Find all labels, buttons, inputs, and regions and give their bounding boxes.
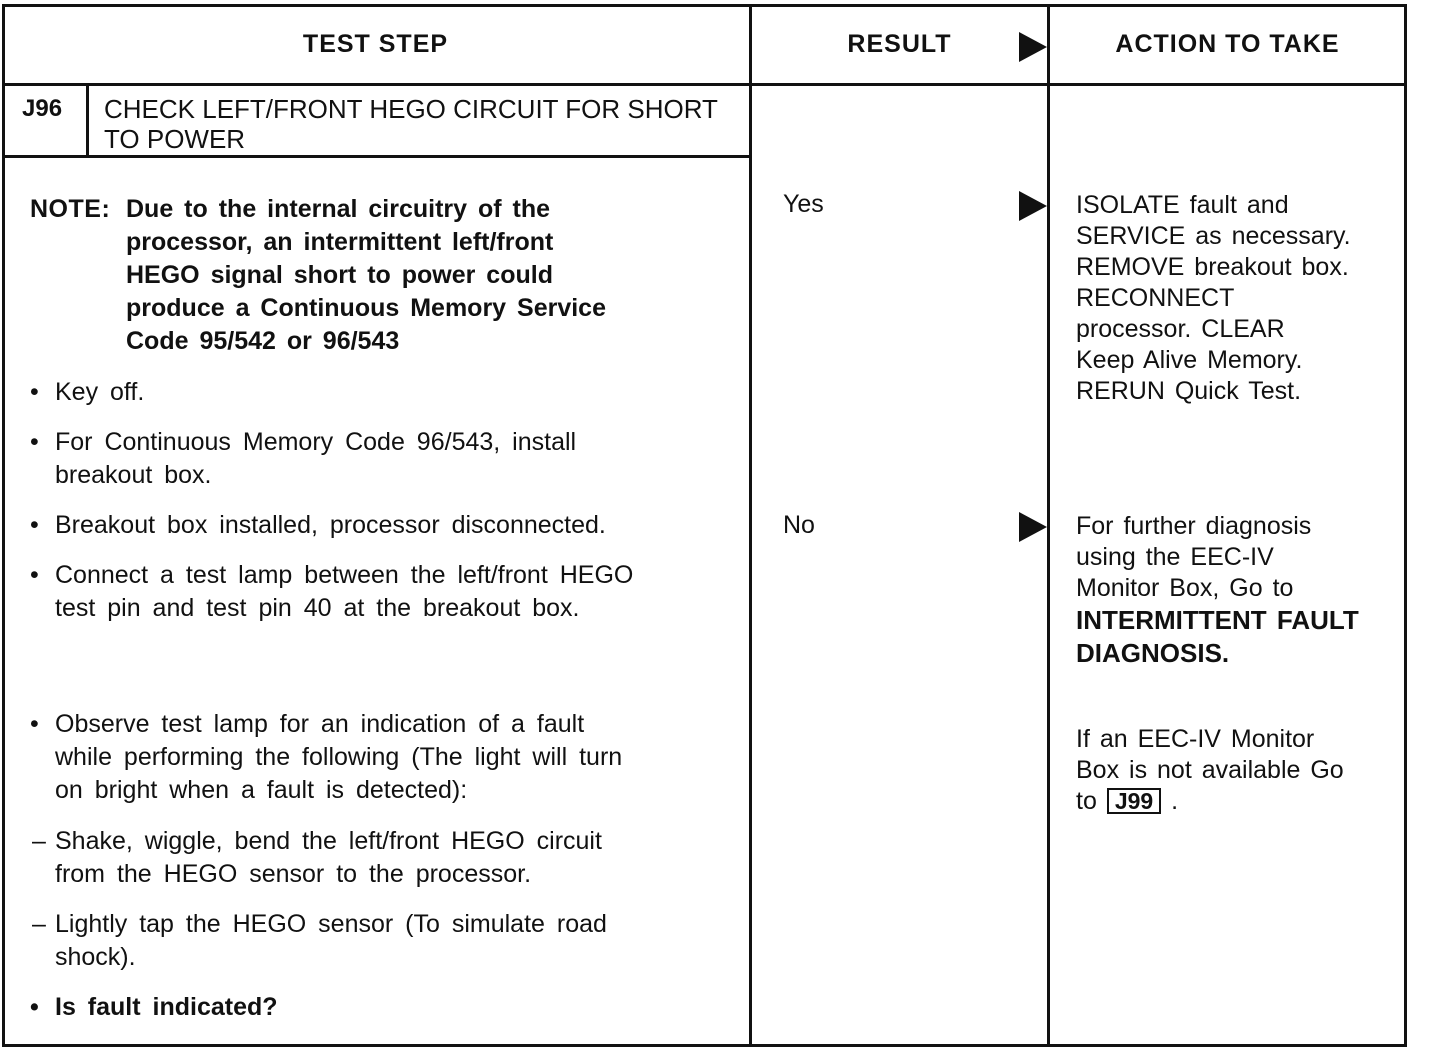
action-line: processor. CLEAR: [1076, 315, 1285, 343]
action-line: ISOLATE fault and: [1076, 191, 1289, 219]
note-label: NOTE:: [30, 195, 111, 223]
item-line: For Continuous Memory Code 96/543, install: [55, 428, 577, 456]
bullet-marker: •: [30, 993, 39, 1021]
note-line: produce a Continuous Memory Service: [126, 294, 606, 322]
action-goto-line: [1076, 786, 1396, 817]
header-arrow-icon: [1019, 32, 1047, 62]
item-line: Breakout box installed, processor disconnected.: [55, 511, 606, 539]
dash-marker: –: [32, 910, 46, 938]
bullet-marker: •: [30, 710, 39, 738]
item-line: Observe test lamp for an indication of a fault: [55, 710, 585, 738]
step-title: CHECK LEFT/FRONT HEGO CIRCUIT FOR SHORT TO POWER: [104, 94, 718, 154]
result-no: No: [783, 511, 815, 539]
procedure-item: [30, 426, 720, 492]
action-line: REMOVE breakout box.: [1076, 253, 1349, 281]
action-line: For further diagnosis: [1076, 512, 1312, 540]
bullet-marker: •: [30, 378, 39, 406]
step-id-divider: [86, 84, 89, 157]
step-id: J96: [22, 95, 63, 122]
header-action: ACTION TO TAKE: [1115, 30, 1340, 58]
procedure-item: [30, 708, 720, 807]
column-divider-result: [749, 4, 752, 1047]
note-line: Due to the internal circuitry of the: [126, 195, 551, 223]
goto-prefix: to: [1076, 787, 1097, 815]
item-line: shock).: [55, 943, 136, 971]
procedure-item: [30, 376, 720, 409]
procedure-subitem: [32, 908, 722, 974]
action-no-alternative: [1076, 724, 1396, 817]
action-line: RECONNECT: [1076, 284, 1235, 312]
item-line: Key off.: [55, 378, 145, 406]
step-title-divider: [2, 155, 752, 158]
result-yes: Yes: [783, 190, 824, 218]
bullet-marker: •: [30, 428, 39, 456]
note-line: Code 95/542 or 96/543: [126, 327, 400, 355]
action-line: Monitor Box, Go to: [1076, 574, 1294, 602]
item-line: from the HEGO sensor to the processor.: [55, 860, 532, 888]
procedure-item: [30, 509, 720, 542]
note-line: processor, an intermittent left/front: [126, 228, 554, 256]
item-line: test pin and test pin 40 at the breakout box.: [55, 594, 580, 622]
result-yes-arrow-icon: [1019, 191, 1047, 221]
procedure-item: [30, 559, 720, 625]
procedure-question: [30, 991, 720, 1024]
header-divider: [2, 83, 1407, 86]
action-line: Keep Alive Memory.: [1076, 346, 1303, 374]
action-goto-intermittent[interactable]: DIAGNOSIS.: [1076, 638, 1230, 668]
action-no: [1076, 511, 1396, 670]
note-text: [126, 193, 686, 358]
item-line: breakout box.: [55, 461, 212, 489]
item-line: on bright when a fault is detected):: [55, 776, 468, 804]
action-line: using the EEC-IV: [1076, 543, 1274, 571]
dash-marker: –: [32, 827, 46, 855]
bullet-marker: •: [30, 511, 39, 539]
action-line: If an EEC-IV Monitor: [1076, 725, 1315, 753]
item-line: while performing the following (The light will turn: [55, 743, 623, 771]
header-test-step: TEST STEP: [302, 30, 449, 58]
action-line: RERUN Quick Test.: [1076, 377, 1302, 405]
item-line: Connect a test lamp between the left/front HEGO: [55, 561, 634, 589]
header-result: RESULT: [847, 30, 952, 58]
item-line: Is fault indicated?: [55, 993, 278, 1021]
result-no-arrow-icon: [1019, 512, 1047, 542]
note-line: HEGO signal short to power could: [126, 261, 553, 289]
goto-step-reference[interactable]: J99: [1107, 788, 1161, 814]
procedure-subitem: [32, 825, 722, 891]
action-line: Box is not available Go: [1076, 756, 1344, 784]
action-goto-intermittent[interactable]: INTERMITTENT FAULT: [1076, 605, 1359, 635]
goto-suffix: .: [1171, 787, 1179, 815]
item-line: Lightly tap the HEGO sensor (To simulate road: [55, 910, 607, 938]
bullet-marker: •: [30, 561, 39, 589]
action-line: SERVICE as necessary.: [1076, 222, 1351, 250]
action-yes: [1076, 190, 1396, 407]
column-divider-action: [1047, 4, 1050, 1047]
item-line: Shake, wiggle, bend the left/front HEGO circuit: [55, 827, 602, 855]
